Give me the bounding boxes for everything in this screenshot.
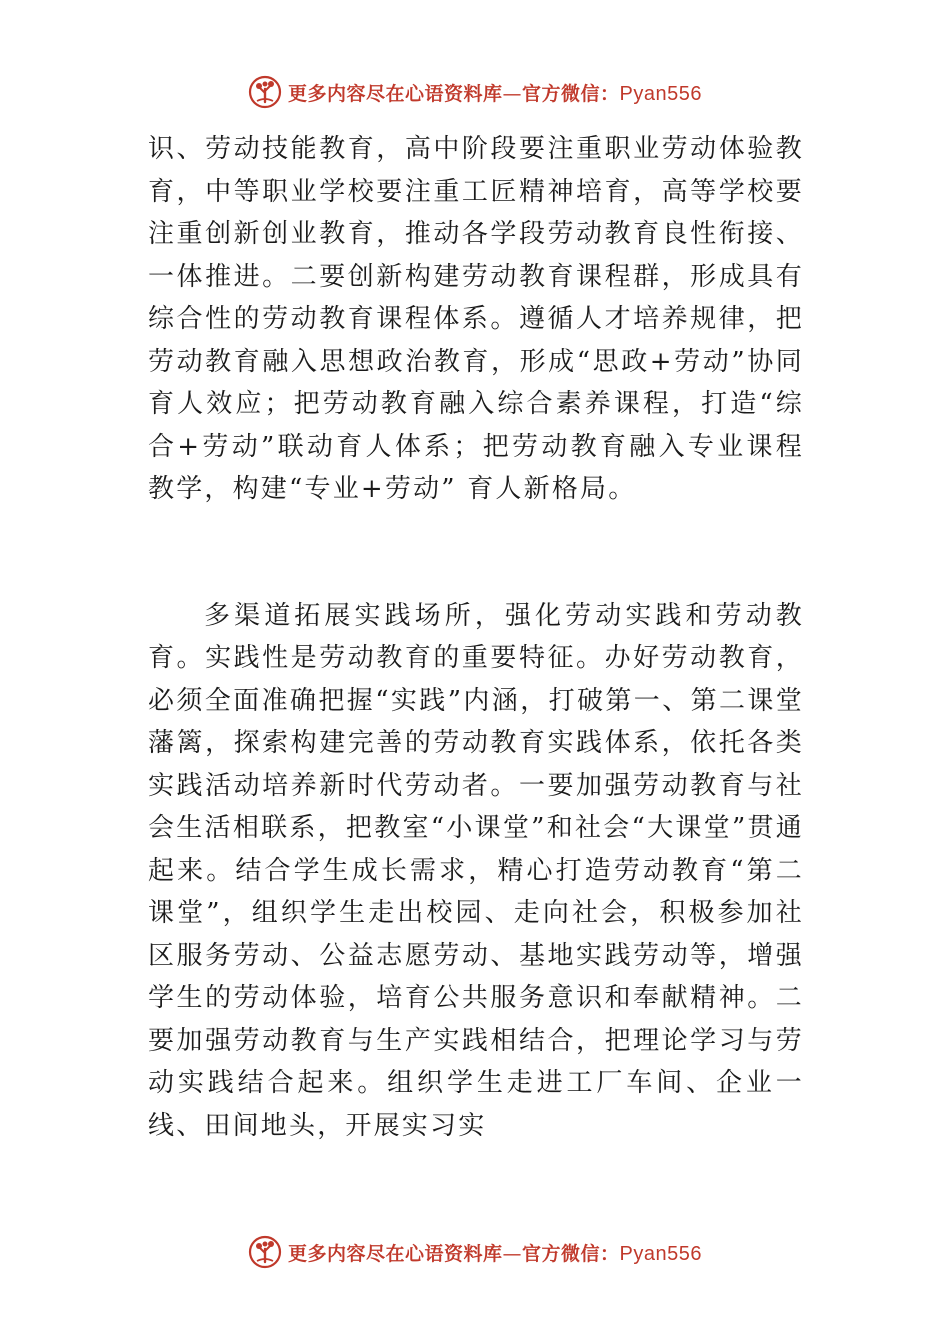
footer-watermark [0,1232,950,1272]
paragraph-gap [148,511,804,553]
watermark-text [288,79,702,106]
watermark-separator: — [502,1242,523,1265]
watermark-group [248,1235,702,1269]
document-body [148,128,804,1147]
paragraph-gap [148,553,804,595]
watermark-wechat-id: Pyan556 [619,82,702,105]
watermark-text [288,1239,702,1266]
watermark-main-text: 更多内容尽在心语资料库 [288,82,503,105]
watermark-group [248,75,702,109]
watermark-label: 官方微信： [522,82,620,105]
watermark-main-text: 更多内容尽在心语资料库 [288,1242,503,1265]
watermark-separator: — [502,82,523,105]
header-watermark [0,72,950,112]
watermark-label: 官方微信： [522,1242,620,1265]
paragraph: 识、劳动技能教育，高中阶段要注重职业劳动体验教育，中等职业学校要注重工匠精神培育，高等学校要注重创新创业教育，推动各学段劳动教育良性衔接、一体推进。二要创新构建劳动教育课程群，形成具有综合性的劳动教育课程体系。遵循人才培养规律，把劳动教育融入思想政治教育，形成“思政+劳动”协同育人效应；把劳动教育融入综合素养课程，打造“综合+劳动”联动育人体系；把劳动教育融入专业课程教学，构建“专业+劳动” 育人新格局。 [148,134,804,504]
watermark-wechat-id: Pyan556 [619,1242,702,1265]
tree-seal-logo-icon [248,1235,282,1269]
paragraph: 多渠道拓展实践场所，强化劳动实践和劳动教育。实践性是劳动教育的重要特征。办好劳动教育，必须全面准确把握“实践”内涵，打破第一、第二课堂藩篱，探索构建完善的劳动教育实践体系，依托各类实践活动培养新时代劳动者。一要加强劳动教育与社会生活相联系，把教室“小课堂”和社会“大课堂”贯通起来。结合学生成长需求，精心打造劳动教育“第二课堂”，组织学生走出校园、走向社会，积极参加社区服务劳动、公益志愿劳动、基地实践劳动等，增强学生的劳动体验，培育公共服务意识和奉献精神。二要加强劳动教育与生产实践相结合，把理论学习与劳动实践结合起来。组织学生走进工厂车间、企业一线、田间地头，开展实习实 [148,600,804,1141]
tree-seal-logo-icon [248,75,282,109]
